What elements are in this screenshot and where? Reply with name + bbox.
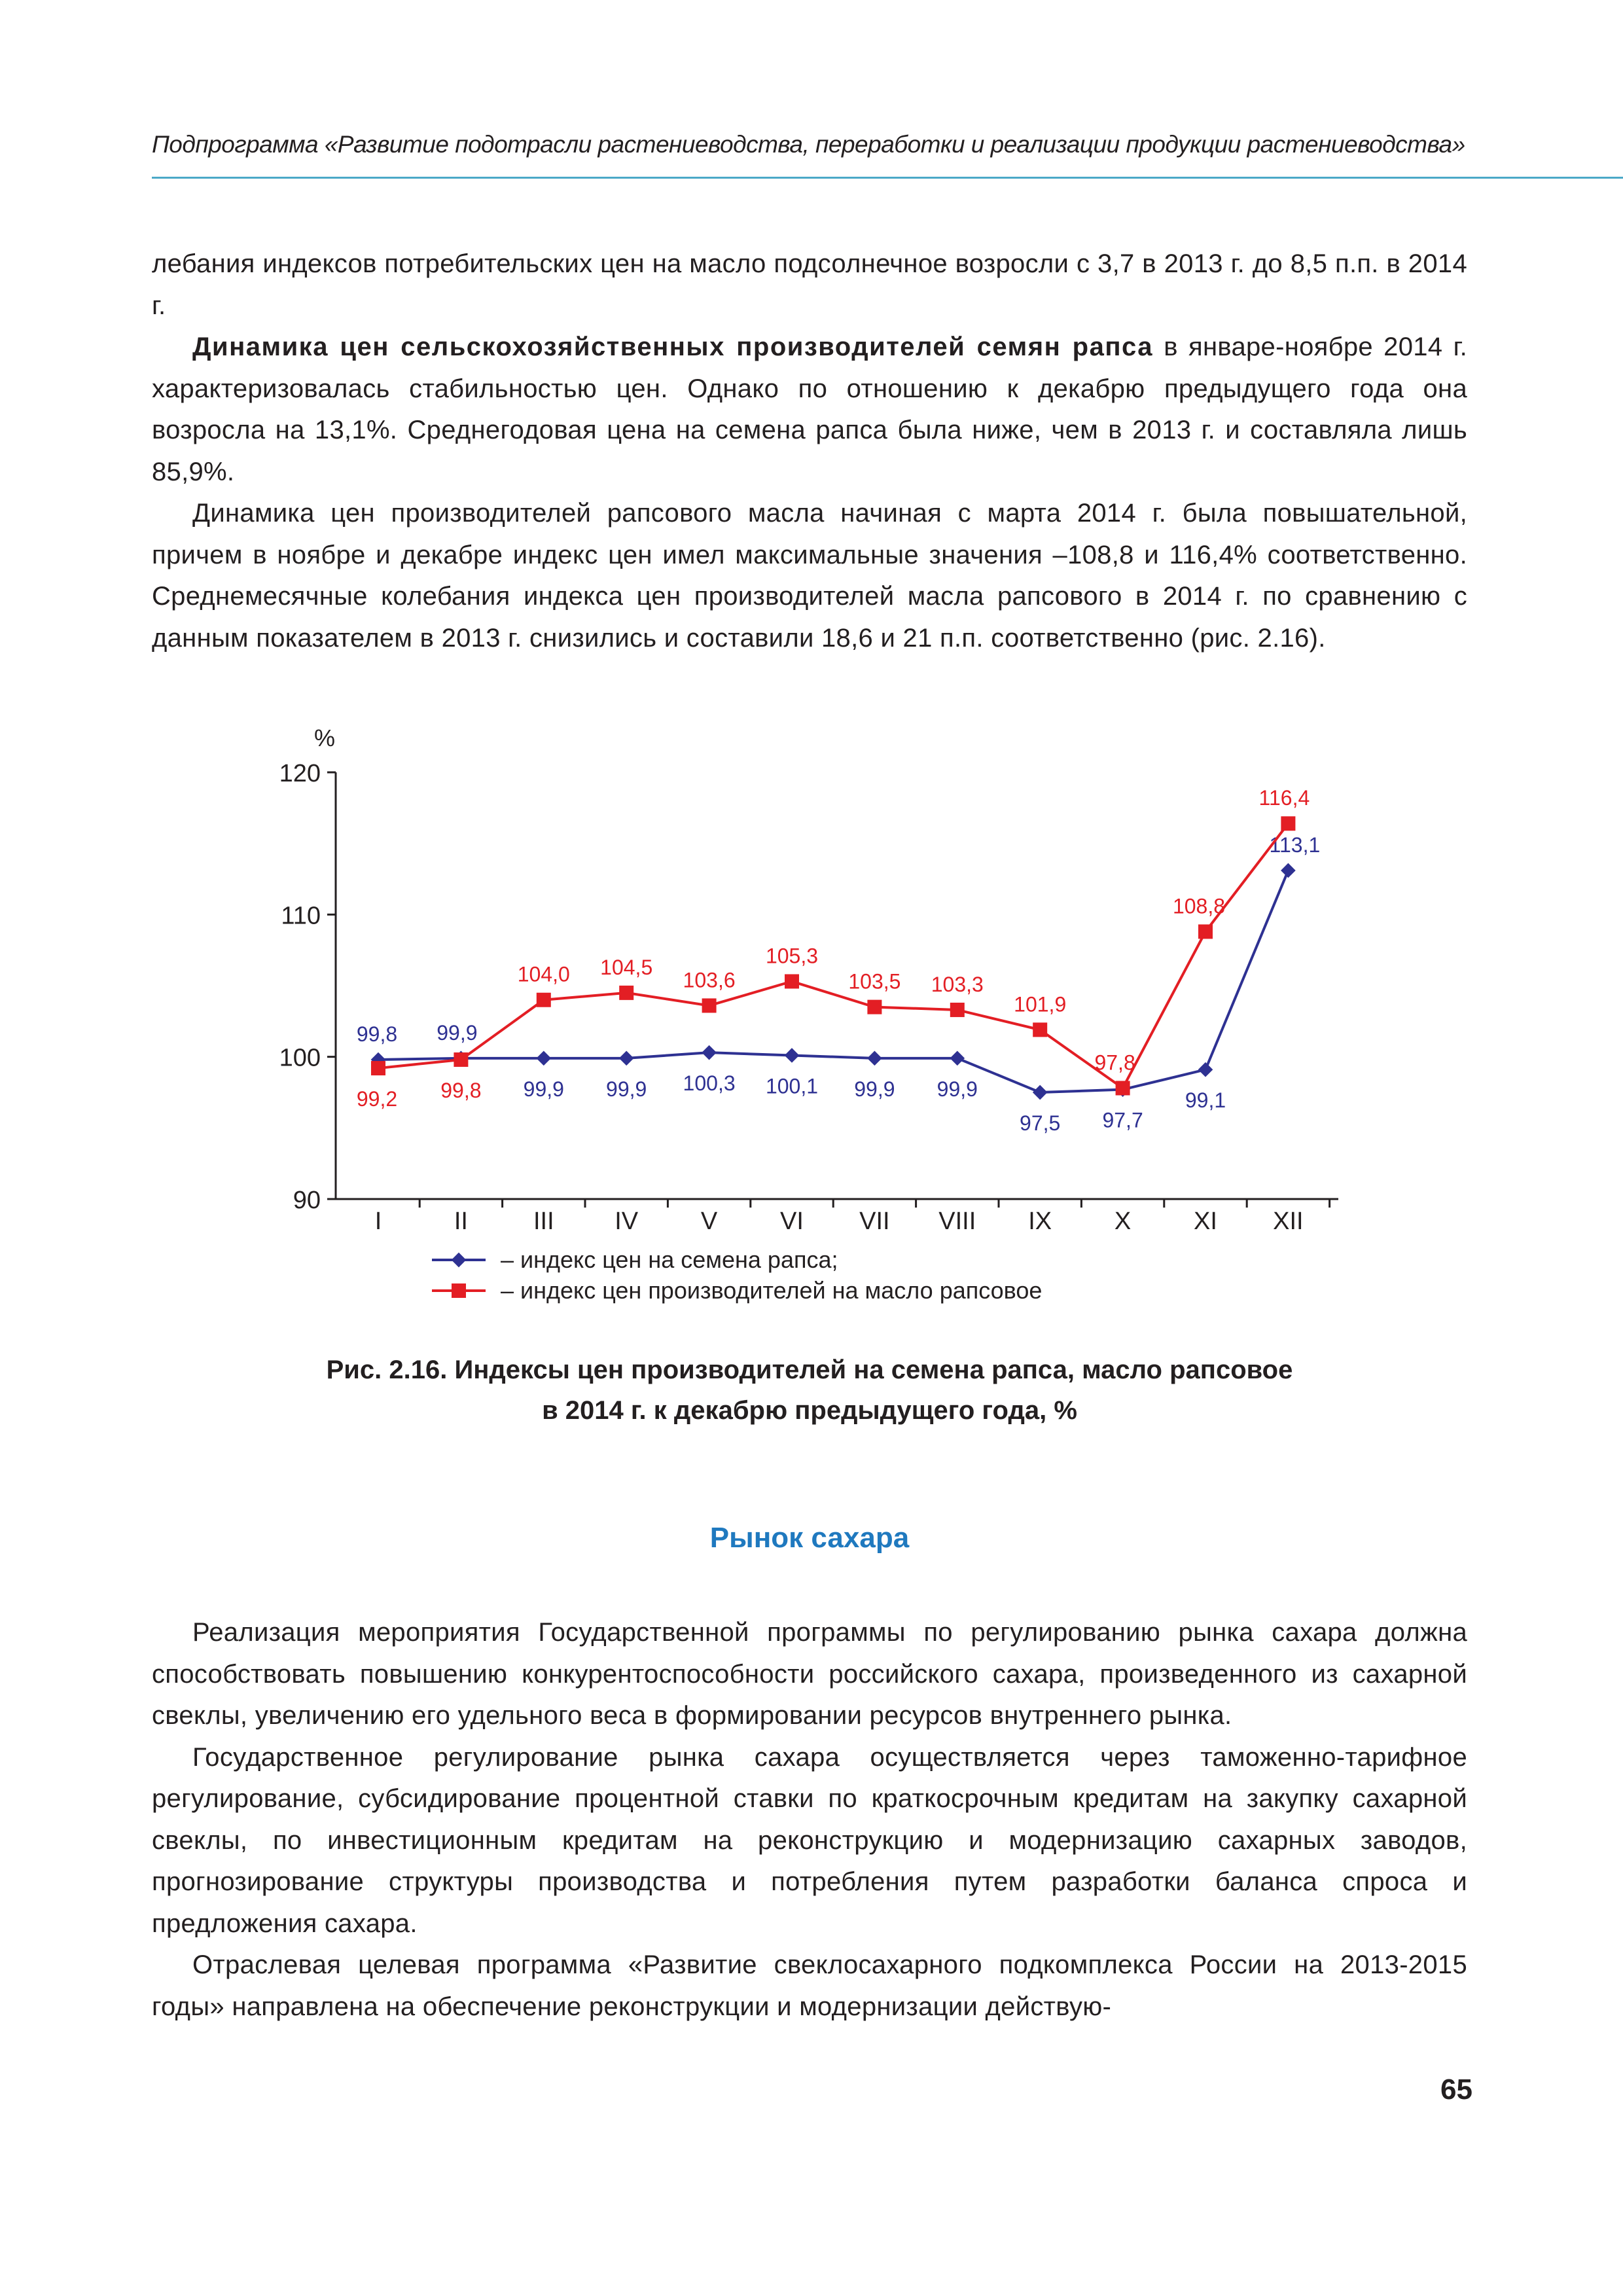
series-oil (357, 786, 1310, 1111)
x-tick-label: X (1114, 1208, 1132, 1235)
y-ticks (279, 760, 336, 1214)
x-tick-label: VII (859, 1208, 890, 1235)
data-label: 99,9 (437, 1020, 478, 1045)
data-point-diamond (619, 1051, 634, 1066)
legend-marker-square (452, 1283, 466, 1298)
series-layer (357, 786, 1320, 1135)
x-tick-label: I (374, 1208, 382, 1235)
data-point-diamond (1281, 863, 1296, 878)
data-label: 100,3 (683, 1071, 736, 1096)
x-tick-label: IV (615, 1208, 639, 1235)
data-label: 99,2 (356, 1087, 398, 1111)
series-seeds (357, 833, 1320, 1135)
data-label: 113,1 (1269, 833, 1321, 857)
legend-marker-diamond (452, 1253, 467, 1268)
data-point-square (619, 986, 633, 1000)
page-number: 65 (1440, 2073, 1472, 2106)
data-point-square (371, 1061, 385, 1075)
data-label: 104,0 (517, 962, 570, 986)
sugar-paragraph-1: Реализация мероприятия Государственной программы по регулированию рынка сахара должна способствовать повышению конкурентоспособности российского сахара, произведенного из сахарной свеклы, увеличению его удельного веса в формировании ресурсов внутреннего рынка. (152, 1618, 1467, 1730)
figure-caption-line-1: Рис. 2.16. Индексы цен производителей на семена рапса, масло рапсовое (326, 1355, 1293, 1384)
data-label: 99,9 (936, 1077, 978, 1101)
series-line (378, 870, 1288, 1092)
legend-item-seeds (432, 1246, 838, 1273)
data-point-square (1116, 1081, 1130, 1095)
legend-label-seeds: – индекс цен на семена рапса; (501, 1246, 838, 1273)
y-axis-unit: % (313, 725, 336, 751)
data-label: 99,9 (854, 1077, 895, 1101)
data-label: 104,5 (600, 955, 653, 979)
data-point-square (537, 993, 551, 1007)
data-label: 116,4 (1258, 786, 1310, 810)
data-label: 108,8 (1172, 894, 1226, 918)
data-point-square (1198, 924, 1213, 939)
data-label: 97,5 (1020, 1111, 1061, 1135)
y-tick-label: 110 (281, 902, 321, 930)
data-label: 99,9 (606, 1077, 647, 1101)
data-label: 100,1 (765, 1074, 819, 1098)
legend-item-oil (432, 1277, 1042, 1304)
x-tick-label: II (454, 1208, 468, 1235)
data-point-square (867, 1000, 882, 1014)
x-tick-label: V (700, 1208, 718, 1235)
data-label: 105,3 (765, 944, 819, 968)
data-point-square (950, 1003, 965, 1017)
x-tick-label: XI (1194, 1208, 1217, 1235)
data-point-diamond (536, 1051, 551, 1066)
data-label: 99,9 (523, 1077, 564, 1101)
x-tick-label: III (533, 1208, 554, 1235)
x-tick-label: IX (1028, 1208, 1052, 1235)
y-tick-label: 100 (279, 1044, 321, 1072)
data-point-diamond (702, 1045, 717, 1060)
x-tick-label: VIII (938, 1208, 976, 1235)
data-label: 101,9 (1014, 992, 1067, 1016)
x-ticks (375, 1199, 1330, 1235)
sugar-paragraph-3: Отраслевая целевая программа «Развитие свеклосахарного подкомплекса России на 2013-2015 годы» направлена на обеспечение реконструкции и модернизации действую- (152, 1950, 1467, 2021)
figure-caption (152, 1350, 1467, 1431)
intro-paragraph-2-rest: в январе-ноябре 2014 г. характеризовалась стабильностью цен. Однако по отношению к декабрю предыдущего года она возросла на 13,1%. Среднегодовая цена на семена рапса была ниже, чем в 2013 г. и составляла лишь 85,9%. (152, 332, 1468, 486)
section-title: Рынок сахара (709, 1522, 910, 1554)
intro-paragraph-2-bold: Динамика цен сельскохозяйственных производителей семян рапса (192, 332, 1153, 361)
y-tick-label: 120 (279, 760, 321, 787)
data-point-diamond (1198, 1062, 1213, 1077)
data-label: 103,6 (683, 968, 736, 992)
data-point-diamond (1033, 1085, 1048, 1100)
data-point-square (454, 1052, 468, 1067)
data-label: 97,7 (1102, 1108, 1143, 1132)
x-tick-label: VI (780, 1208, 804, 1235)
series-line (378, 823, 1288, 1088)
data-point-square (1033, 1022, 1047, 1037)
figure-caption-line-2: в 2014 г. к декабрю предыдущего года, % (542, 1396, 1077, 1425)
data-point-diamond (785, 1048, 800, 1063)
chart-legend (432, 1246, 1042, 1304)
data-point-diamond (867, 1051, 882, 1066)
data-label: 99,8 (440, 1079, 482, 1103)
data-point-square (1281, 816, 1295, 831)
chart-axes (336, 772, 1338, 1199)
data-label: 103,3 (931, 972, 984, 996)
data-point-diamond (950, 1051, 965, 1066)
data-point-square (785, 974, 799, 988)
data-label: 99,1 (1185, 1088, 1226, 1113)
legend-label-oil: – индекс цен производителей на масло рапсовое (501, 1277, 1043, 1304)
x-tick-label: XII (1273, 1208, 1304, 1235)
data-point-square (702, 998, 717, 1013)
data-label: 97,8 (1094, 1050, 1135, 1075)
running-title: Подпрограмма «Развитие подотрасли растениеводства, переработки и реализации продукции растениеводства» (152, 131, 1465, 158)
data-label: 99,8 (356, 1022, 398, 1047)
intro-paragraph-3: Динамика цен производителей рапсового масла начиная с марта 2014 г. была повышательной, причем в ноябре и декабре индекс цен имел максимальные значения –108,8 и 116,4% соответственно. Среднемесячные колебания индекса цен производителей масла рапсового в 2014 г. по сравнению с данным показателем в 2013 г. снизились и составили 18,6 и 21 п.п. соответственно (рис. 2.16). (152, 499, 1467, 653)
data-label: 103,5 (848, 969, 901, 994)
sugar-text (152, 1612, 1467, 2028)
sugar-paragraph-2: Государственное регулирование рынка сахара осуществляется через таможенно-тарифное регулирование, субсидирование процентной ставки по краткосрочным кредитам на закупку сахарной свеклы, по инвестиционным кредитам на реконструкцию и модернизацию сахарных заводов, прогнозирование структуры производства и потребления путем разработки баланса спроса и предложения сахара. (152, 1742, 1467, 1938)
y-tick-label: 90 (293, 1187, 321, 1214)
intro-paragraph-1: лебания индексов потребительских цен на масло подсолнечное возросли с 3,7 в 2013 г. до 8,5 п.п. в 2014 г. (152, 249, 1467, 320)
